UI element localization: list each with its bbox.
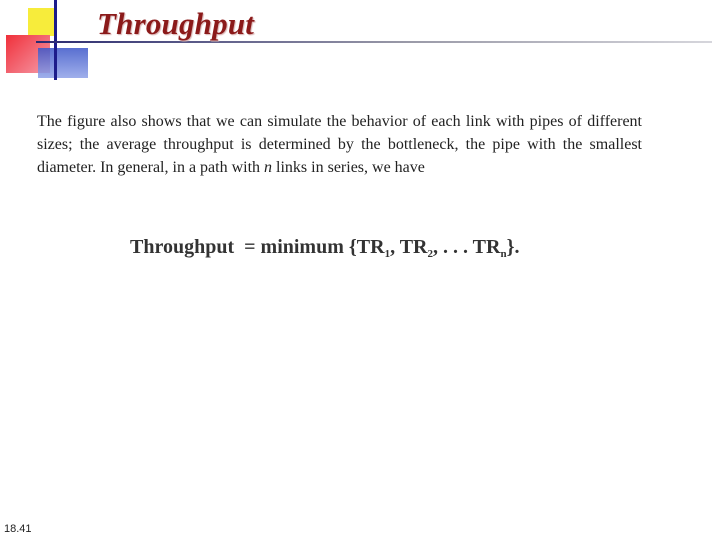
body-text-part-1: The figure also shows that we can simulate the behavior of each link with pipes of different sizes; the average throughput is determined by the bottleneck, the pipe with the smallest diameter. In general, in a path with	[37, 113, 642, 176]
formula-separator: ,	[390, 236, 400, 258]
formula-equals-minimum: = minimum {	[244, 236, 357, 258]
decor-vertical-line	[54, 0, 57, 80]
body-text-part-2: links in series, we have	[272, 159, 425, 176]
slide-title: Throughput	[97, 6, 255, 41]
decor-yellow-square	[28, 8, 56, 36]
body-paragraph	[37, 110, 642, 179]
throughput-formula	[130, 236, 519, 260]
formula-trn: TR	[472, 236, 501, 258]
formula-close: }.	[506, 236, 520, 258]
slide-number: 18.41	[4, 523, 32, 535]
formula-sub-n: n	[500, 248, 507, 260]
formula-ellipsis: , . . .	[433, 236, 473, 258]
formula-tr1: TR	[356, 236, 385, 258]
formula-tr2: TR	[399, 236, 428, 258]
formula-lhs: Throughput	[130, 236, 235, 258]
decor-blue-square	[38, 48, 88, 78]
formula-sub-2: 2	[427, 248, 433, 260]
variable-n: n	[264, 159, 273, 176]
formula-sub-1: 1	[384, 248, 391, 260]
